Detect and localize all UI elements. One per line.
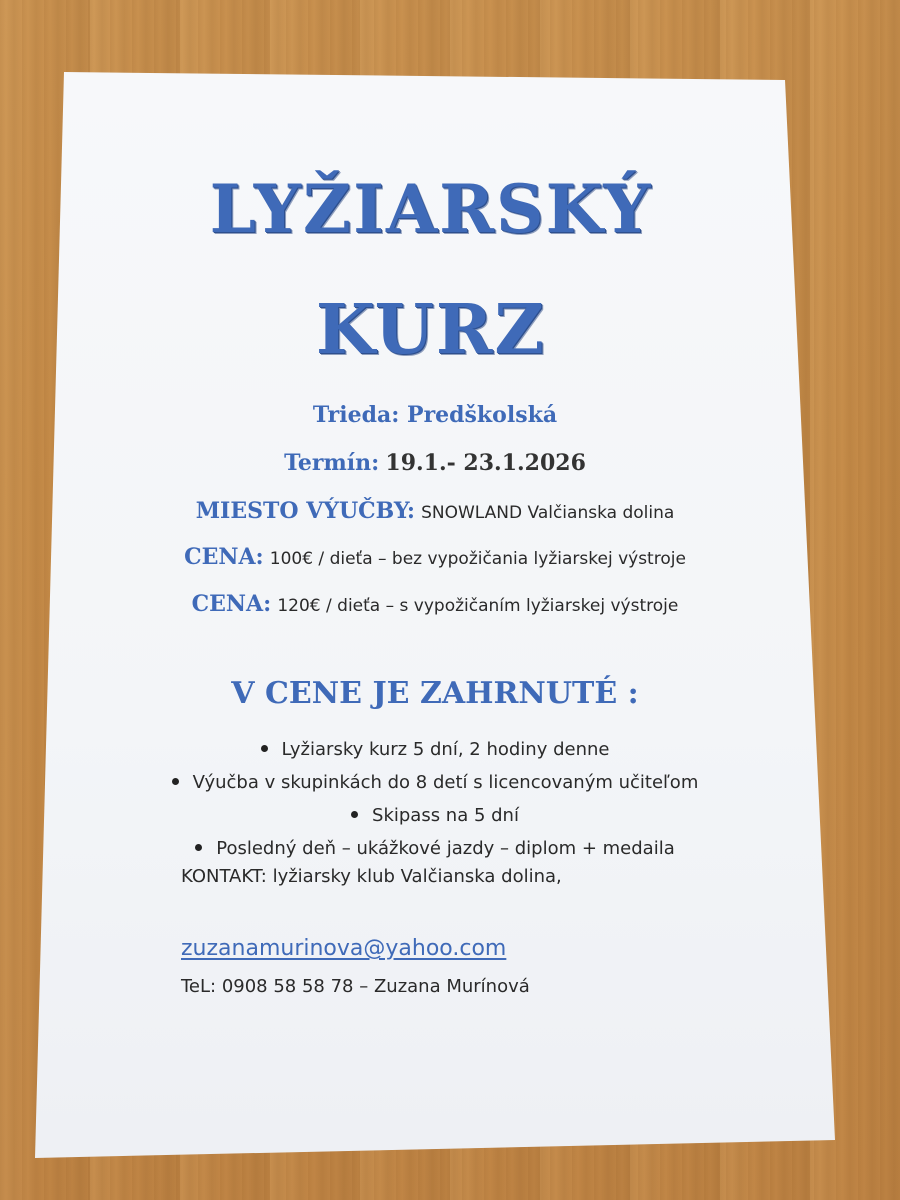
email-link[interactable]: zuzanamurinova@yahoo.com bbox=[181, 936, 507, 961]
list-item-text: Posledný deň – ukážkové jazdy – diplom + medaila bbox=[216, 838, 675, 859]
date-label: Termín: bbox=[284, 450, 380, 476]
price-label-1: CENA: bbox=[184, 544, 264, 570]
price-value-2: 120€ / dieťa – s vypožičaním lyžiarskej výstroje bbox=[277, 596, 679, 616]
price-label-2: CENA: bbox=[191, 591, 272, 617]
included-list bbox=[0, 733, 870, 865]
list-item-text: Skipass na 5 dní bbox=[372, 805, 519, 826]
included-heading: V CENE JE ZAHRNUTÉ : bbox=[231, 676, 639, 711]
date-value: 19.1.- 23.1.2026 bbox=[385, 450, 586, 476]
class-label: Trieda: Predškolská bbox=[312, 402, 558, 428]
list-item bbox=[0, 766, 870, 799]
bullet-icon bbox=[351, 811, 358, 818]
list-item bbox=[0, 832, 870, 865]
price-line-1 bbox=[0, 544, 870, 570]
bullet-icon bbox=[195, 844, 202, 851]
location-value: SNOWLAND Valčianska dolina bbox=[421, 503, 675, 523]
location-line bbox=[0, 498, 870, 524]
phone-text: TeL: 0908 58 58 78 – Zuzana Murínová bbox=[181, 976, 530, 997]
date-line bbox=[0, 450, 870, 476]
price-value-1: 100€ / dieťa – bez vypožičania lyžiarskej výstroje bbox=[269, 549, 686, 569]
poster-title-line1: LYŽIARSKÝ bbox=[209, 170, 653, 248]
list-item-text: Výučba v skupinkách do 8 detí s licencovaným učiteľom bbox=[192, 772, 699, 793]
class-line bbox=[0, 402, 870, 428]
location-label: MIESTO VÝUČBY: bbox=[195, 498, 415, 524]
list-item-text: Lyžiarsky kurz 5 dní, 2 hodiny denne bbox=[281, 739, 610, 760]
price-line-2 bbox=[0, 591, 870, 617]
list-item bbox=[0, 733, 870, 766]
bullet-icon bbox=[261, 745, 268, 752]
poster-title-line2: KURZ bbox=[315, 290, 547, 370]
contact-text: KONTAKT: lyžiarsky klub Valčianska dolina, bbox=[181, 866, 562, 887]
list-item bbox=[0, 799, 870, 832]
bullet-icon bbox=[172, 778, 179, 785]
